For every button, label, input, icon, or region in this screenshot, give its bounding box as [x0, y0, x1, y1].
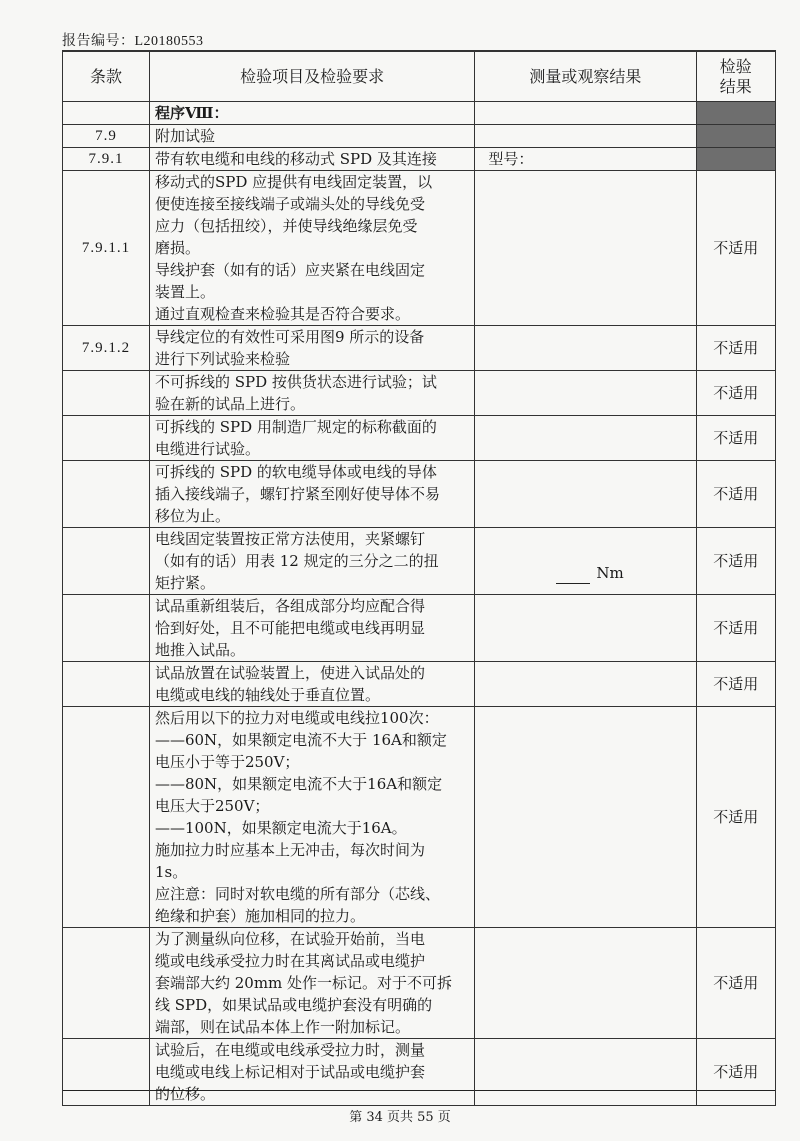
verdict-cell: 不适用: [696, 171, 775, 326]
page-footer: 第 34 页共 55 页: [349, 1110, 451, 1125]
clause-cell: [63, 371, 150, 416]
table-body: [63, 102, 776, 1106]
torque-unit: Nm: [596, 564, 624, 582]
requirement-line: 带有软电缆和电线的移动式 SPD 及其连接: [154, 150, 437, 168]
table-row: [63, 1039, 776, 1106]
requirement-line: 导线护套（如有的话）应夹紧在电线固定: [154, 261, 425, 279]
requirement-cell: [149, 707, 474, 928]
measured-cell: [475, 461, 696, 528]
requirement-line: 线 SPD，如果试品或电缆护套没有明确的: [154, 996, 433, 1014]
measured-cell: [475, 148, 696, 171]
clause-cell: 7.9: [63, 125, 150, 148]
requirement-line: 电缆进行试验。: [154, 440, 260, 458]
header-verdict: [696, 52, 775, 102]
requirement-line: 应力（包括扭绞），并使导线绝缘层免受: [154, 217, 418, 235]
measured-cell: [475, 326, 696, 371]
requirement-line: 试品重新组装后，各组成部分均应配合得: [154, 597, 425, 615]
measured-cell: [475, 595, 696, 662]
measured-text: [480, 127, 488, 145]
requirement-line: 矩拧紧。: [154, 574, 215, 592]
verdict-cell: [696, 125, 775, 148]
header-item: 检验项目及检验要求: [149, 52, 474, 102]
measured-text: [480, 974, 488, 992]
measured-cell: [475, 707, 696, 928]
table-header-row: [63, 52, 776, 102]
measured-text: [480, 104, 488, 122]
requirement-line: 的位移。: [154, 1085, 215, 1103]
table-row: [63, 528, 776, 595]
requirement-line: 然后用以下的拉力对电缆或电线拉100次：: [154, 709, 439, 727]
measured-text: [480, 339, 488, 357]
clause-cell: 7.9.1: [63, 148, 150, 171]
table-row: [63, 171, 776, 326]
requirement-line: 便使连接至接线端子或端头处的导线免受: [154, 195, 425, 213]
table-row: [63, 102, 776, 125]
clause-cell: [63, 102, 150, 125]
clause-cell: [63, 595, 150, 662]
requirement-line: 恰到好处，且不可能把电缆或电线再明显: [154, 619, 425, 637]
report-number: [62, 30, 204, 50]
table-row: [63, 371, 776, 416]
requirement-cell: [149, 1039, 474, 1106]
requirement-line: 试品放置在试验装置上，使进入试品处的: [154, 664, 425, 682]
verdict-cell: 不适用: [696, 371, 775, 416]
requirement-line: 移动式的SPD 应提供有电线固定装置，以: [154, 173, 433, 191]
requirement-line: 缆或电线承受拉力时在其离试品或电缆护: [154, 952, 425, 970]
requirement-cell: [149, 461, 474, 528]
table-row: [63, 662, 776, 707]
clause-cell: [63, 662, 150, 707]
requirement-line: 磨损。: [154, 239, 200, 257]
header-clause: 条款: [63, 52, 150, 102]
inspection-table: [62, 51, 776, 1106]
measured-text: [480, 619, 488, 637]
clause-cell: [63, 928, 150, 1039]
report-number-value: L20180553: [134, 34, 204, 49]
requirement-line: 1s。: [154, 863, 188, 881]
requirement-line: 附加试验: [154, 127, 215, 145]
requirement-cell: [149, 662, 474, 707]
clause-cell: [63, 528, 150, 595]
requirement-cell: [149, 171, 474, 326]
requirement-line: 电压小于等于250V；: [154, 753, 300, 771]
requirement-line: 通过直观检查来检验其是否符合要求。: [154, 305, 410, 323]
requirement-cell: [149, 595, 474, 662]
requirement-cell: [149, 416, 474, 461]
table-row: [63, 461, 776, 528]
measured-cell: [475, 102, 696, 125]
clause-cell: [63, 1039, 150, 1106]
requirement-line: 端部，则在试品本体上作一附加标记。: [154, 1018, 410, 1036]
requirement-cell: [149, 102, 474, 125]
verdict-cell: 不适用: [696, 461, 775, 528]
requirement-line: 不可拆线的 SPD 按供货状态进行试验；试: [154, 373, 437, 391]
table-row: [63, 707, 776, 928]
requirement-line: 可拆线的 SPD 用制造厂规定的标称截面的: [154, 418, 437, 436]
measured-cell: [475, 528, 696, 595]
verdict-cell: [696, 102, 775, 125]
table-row: [63, 595, 776, 662]
measured-text: [480, 1063, 488, 1081]
requirement-line: 套端部大约 20mm 处作一标记。对于不可拆: [154, 974, 453, 992]
measured-text: [480, 485, 488, 503]
requirement-cell: [149, 148, 474, 171]
verdict-cell: 不适用: [696, 1039, 775, 1106]
verdict-cell: 不适用: [696, 595, 775, 662]
requirement-line: 程序Ⅷ：: [154, 104, 229, 122]
requirement-cell: [149, 928, 474, 1039]
table-row: [63, 326, 776, 371]
requirement-line: 可拆线的 SPD 的软电缆导体或电线的导体: [154, 463, 437, 481]
requirement-line: 插入接线端子，螺钉拧紧至刚好使导体不易: [154, 485, 440, 503]
requirement-line: 装置上。: [154, 283, 215, 301]
measured-cell: [475, 662, 696, 707]
verdict-cell: [696, 148, 775, 171]
verdict-cell: 不适用: [696, 416, 775, 461]
requirement-line: 电压大于250V；: [154, 797, 270, 815]
requirement-line: 为了测量纵向位移，在试验开始前，当电: [154, 930, 425, 948]
measured-cell: [475, 416, 696, 461]
header-measured: 测量或观察结果: [475, 52, 696, 102]
clause-cell: [63, 461, 150, 528]
requirement-line: 进行下列试验来检验: [154, 350, 290, 368]
clause-cell: 7.9.1.1: [63, 171, 150, 326]
requirement-line: 移位为止。: [154, 507, 230, 525]
requirement-line: 绝缘和护套）施加相同的拉力。: [154, 907, 365, 925]
measured-text: [480, 239, 488, 257]
measured-text: [480, 675, 488, 693]
requirement-line: ——100N，如果额定电流大于16A。: [154, 819, 407, 837]
requirement-line: 地推入试品。: [154, 641, 245, 659]
verdict-cell: 不适用: [696, 326, 775, 371]
measured-cell: [475, 371, 696, 416]
requirement-line: ——60N，如果额定电流不大于 16A和额定: [154, 731, 447, 749]
requirement-line: ——80N，如果额定电流不大于16A和额定: [154, 775, 443, 793]
measured-text: [480, 429, 488, 447]
table-row: [63, 928, 776, 1039]
clause-cell: [63, 416, 150, 461]
requirement-line: 电缆或电线上标记相对于试品或电缆护套: [154, 1063, 425, 1081]
report-number-label: 报告编号：: [62, 33, 135, 49]
requirement-cell: [149, 125, 474, 148]
clause-cell: [63, 707, 150, 928]
verdict-cell: 不适用: [696, 662, 775, 707]
requirement-line: 电缆或电线的轴线处于垂直位置。: [154, 686, 380, 704]
requirement-cell: [149, 371, 474, 416]
measured-text: [480, 808, 488, 826]
requirement-line: 导线定位的有效性可采用图9 所示的设备: [154, 328, 425, 346]
requirement-cell: [149, 528, 474, 595]
torque-blank-line: [556, 567, 590, 584]
requirement-line: 施加拉力时应基本上无冲击，每次时间为: [154, 841, 425, 859]
table-row: [63, 125, 776, 148]
requirement-cell: [149, 326, 474, 371]
requirement-line: 验在新的试品上进行。: [154, 395, 305, 413]
measured-cell: [475, 928, 696, 1039]
measured-cell: [475, 1039, 696, 1106]
verdict-cell: 不适用: [696, 528, 775, 595]
measured-cell: [475, 171, 696, 326]
requirement-line: 应注意：同时对软电缆的所有部分（芯线、: [154, 885, 440, 903]
clause-cell: 7.9.1.2: [63, 326, 150, 371]
requirement-line: 电线固定装置按正常方法使用，夹紧螺钉: [154, 530, 425, 548]
measured-cell: [475, 125, 696, 148]
measured-text: [480, 384, 488, 402]
verdict-cell: 不适用: [696, 707, 775, 928]
measured-text: 型号：: [488, 150, 534, 168]
header-verdict-text: 检验结果: [719, 56, 752, 96]
requirement-line: （如有的话）用表 12 规定的三分之二的扭: [154, 552, 439, 570]
table-row: [63, 416, 776, 461]
table-row: [63, 148, 776, 171]
verdict-cell: 不适用: [696, 928, 775, 1039]
requirement-line: 试验后，在电缆或电线承受拉力时，测量: [154, 1041, 425, 1059]
